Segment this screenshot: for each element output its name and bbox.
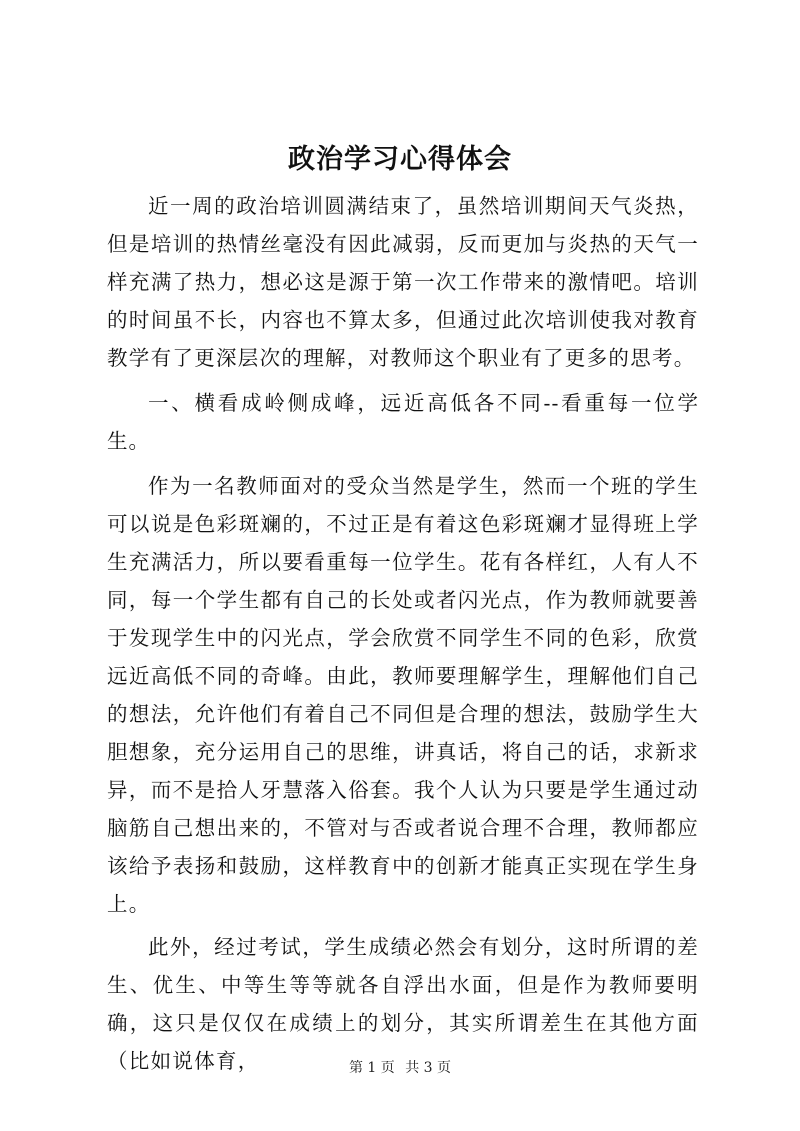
paragraph-intro: 近一周的政治培训圆满结束了，虽然培训期间天气炎热，但是培训的热情丝毫没有因此减弱，反而更加与炎热的天气一样充满了热力，想必这是源于第一次工作带来的激情吧。培训的时间虽不长，内容也不算太多，但通过此次培训使我对教育教学有了更深层次的理解，对教师这个职业有了更多的思考。 — [107, 194, 699, 370]
document-title: 政治学习心得体会 — [288, 144, 512, 175]
page-number: 第 1 页 — [348, 1060, 395, 1076]
paragraph-grades: 此外，经过考试，学生成绩必然会有划分，这时所谓的差生、优生、中等生等等就各自浮出水面，但是作为教师要明确，这只是仅仅在成绩上的划分，其实所谓差生在其他方面（比如说体育， — [107, 935, 699, 1073]
document-body — [107, 187, 699, 1085]
paragraph-heading-1: 一、横看成岭侧成峰，远近高低各不同--看重每一位学生。 — [107, 391, 699, 453]
page-footer — [0, 1058, 800, 1078]
paragraph-students: 作为一名教师面对的受众当然是学生，然而一个班的学生可以说是色彩斑斓的，不过正是有着这色彩斑斓才显得班上学生充满活力，所以要看重每一位学生。花有各样红，人有人不同，每一个学生都有自己的长处或者闪光点，作为教师就要善于发现学生中的闪光点，学会欣赏不同学生不同的色彩，欣赏远近高低不同的奇峰。由此，教师要理解学生，理解他们自己的想法，允许他们有着自己不同但是合理的想法，鼓励学生大胆想象，充分运用自己的思维，讲真话，将自己的话，求新求异，而不是拾人牙慧落入俗套。我个人认为只要是学生通过动脑筋自己想出来的，不管对与否或者说合理不合理，教师都应该给予表扬和鼓励，这样教育中的创新才能真正实现在学生身上。 — [107, 474, 699, 916]
page-total: 共 3 页 — [405, 1060, 452, 1076]
